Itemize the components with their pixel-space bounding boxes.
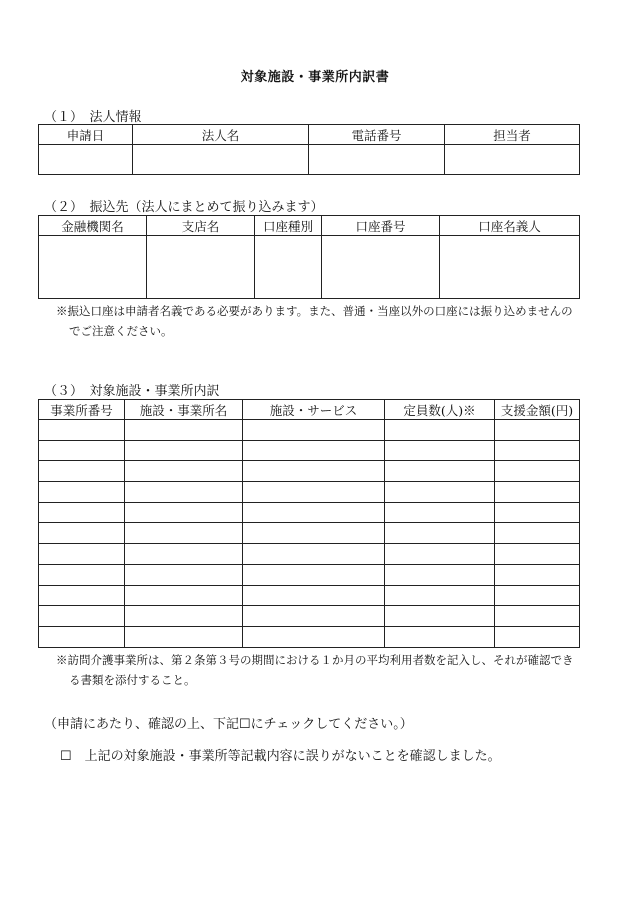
facility-note-line1: ※訪問介護事業所は、第２条第３号の期間における１か月の平均利用者数を記入し、それが確認でき <box>56 653 574 667</box>
cell-capacity[interactable] <box>385 564 495 585</box>
cell-support-amount[interactable] <box>495 626 580 647</box>
cell-facility-name[interactable] <box>125 544 243 565</box>
cell-facility-service[interactable] <box>243 626 385 647</box>
col-support-amount: 支援金額(円) <box>495 400 580 420</box>
table-row <box>39 523 580 544</box>
cell-support-amount[interactable] <box>495 523 580 544</box>
cell-facility-name[interactable] <box>125 626 243 647</box>
cell-office-number[interactable] <box>39 440 125 461</box>
document-title: 対象施設・事業所内訳書 <box>240 70 390 85</box>
col-facility-name: 施設・事業所名 <box>125 400 243 420</box>
cell-facility-name[interactable] <box>125 482 243 503</box>
cell-office-number[interactable] <box>39 523 125 544</box>
cell-branch-name[interactable] <box>147 236 255 299</box>
cell-support-amount[interactable] <box>495 420 580 441</box>
cell-support-amount[interactable] <box>495 502 580 523</box>
col-account-type: 口座種別 <box>255 216 322 236</box>
col-account-number: 口座番号 <box>322 216 440 236</box>
col-phone-number: 電話番号 <box>309 125 445 145</box>
cell-phone-number[interactable] <box>309 145 445 175</box>
section3-heading: （３） 対象施設・事業所内訳 <box>44 384 220 399</box>
cell-account-type[interactable] <box>255 236 322 299</box>
cell-facility-name[interactable] <box>125 440 243 461</box>
cell-capacity[interactable] <box>385 606 495 627</box>
table-row <box>39 420 580 441</box>
cell-office-number[interactable] <box>39 564 125 585</box>
cell-facility-service[interactable] <box>243 544 385 565</box>
check-instruction: （申請にあたり、確認の上、下記☐にチェックしてください。） <box>44 717 413 732</box>
col-account-holder: 口座名義人 <box>440 216 580 236</box>
cell-support-amount[interactable] <box>495 482 580 503</box>
col-office-number: 事業所番号 <box>39 400 125 420</box>
cell-bank-name[interactable] <box>39 236 147 299</box>
cell-office-number[interactable] <box>39 461 125 482</box>
cell-support-amount[interactable] <box>495 564 580 585</box>
cell-facility-service[interactable] <box>243 606 385 627</box>
table-row <box>39 544 580 565</box>
corporate-info-table <box>38 124 580 175</box>
cell-facility-name[interactable] <box>125 461 243 482</box>
cell-facility-name[interactable] <box>125 564 243 585</box>
cell-facility-name[interactable] <box>125 523 243 544</box>
table-row <box>39 440 580 461</box>
table-row <box>39 502 580 523</box>
table-header-row <box>39 125 580 145</box>
table-row <box>39 482 580 503</box>
col-bank-name: 金融機関名 <box>39 216 147 236</box>
col-person-in-charge: 担当者 <box>445 125 580 145</box>
cell-account-number[interactable] <box>322 236 440 299</box>
cell-facility-name[interactable] <box>125 585 243 606</box>
cell-capacity[interactable] <box>385 440 495 461</box>
cell-capacity[interactable] <box>385 523 495 544</box>
facility-breakdown-table <box>38 399 580 648</box>
cell-office-number[interactable] <box>39 626 125 647</box>
confirmation-checkbox[interactable]: ☐ 上記の対象施設・事業所等記載内容に誤りがないことを確認しました。 <box>60 749 501 764</box>
cell-capacity[interactable] <box>385 482 495 503</box>
cell-facility-service[interactable] <box>243 440 385 461</box>
table-row <box>39 585 580 606</box>
cell-facility-service[interactable] <box>243 523 385 544</box>
col-application-date: 申請日 <box>39 125 133 145</box>
cell-facility-service[interactable] <box>243 482 385 503</box>
cell-office-number[interactable] <box>39 606 125 627</box>
bank-note-line2: でご注意ください。 <box>69 324 173 338</box>
cell-support-amount[interactable] <box>495 461 580 482</box>
cell-account-holder[interactable] <box>440 236 580 299</box>
cell-facility-service[interactable] <box>243 420 385 441</box>
cell-capacity[interactable] <box>385 502 495 523</box>
table-row <box>39 626 580 647</box>
cell-office-number[interactable] <box>39 585 125 606</box>
cell-facility-service[interactable] <box>243 585 385 606</box>
cell-corporation-name[interactable] <box>133 145 309 175</box>
table-row <box>39 145 580 175</box>
cell-capacity[interactable] <box>385 544 495 565</box>
cell-capacity[interactable] <box>385 420 495 441</box>
bank-account-table <box>38 215 580 299</box>
table-row <box>39 606 580 627</box>
cell-office-number[interactable] <box>39 420 125 441</box>
col-facility-service: 施設・サービス <box>243 400 385 420</box>
cell-capacity[interactable] <box>385 461 495 482</box>
cell-office-number[interactable] <box>39 482 125 503</box>
cell-support-amount[interactable] <box>495 544 580 565</box>
cell-capacity[interactable] <box>385 585 495 606</box>
table-header-row <box>39 400 580 420</box>
facility-note-line2: る書類を添付すること。 <box>69 673 196 687</box>
cell-facility-name[interactable] <box>125 502 243 523</box>
col-corporation-name: 法人名 <box>133 125 309 145</box>
section2-heading: （２） 振込先（法人にまとめて振り込みます） <box>44 200 324 215</box>
bank-note-line1: ※振込口座は申請者名義である必要があります。また、普通・当座以外の口座には振り込めませんの <box>56 304 573 318</box>
cell-facility-service[interactable] <box>243 461 385 482</box>
table-row <box>39 236 580 299</box>
cell-capacity[interactable] <box>385 626 495 647</box>
table-row <box>39 461 580 482</box>
cell-office-number[interactable] <box>39 502 125 523</box>
cell-facility-name[interactable] <box>125 606 243 627</box>
section1-heading: （１） 法人情報 <box>44 110 142 125</box>
col-capacity: 定員数(人)※ <box>385 400 495 420</box>
table-row <box>39 564 580 585</box>
cell-support-amount[interactable] <box>495 440 580 461</box>
cell-support-amount[interactable] <box>495 606 580 627</box>
col-branch-name: 支店名 <box>147 216 255 236</box>
cell-facility-service[interactable] <box>243 502 385 523</box>
table-header-row <box>39 216 580 236</box>
cell-person-in-charge[interactable] <box>445 145 580 175</box>
cell-office-number[interactable] <box>39 544 125 565</box>
cell-facility-service[interactable] <box>243 564 385 585</box>
cell-application-date[interactable] <box>39 145 133 175</box>
cell-support-amount[interactable] <box>495 585 580 606</box>
cell-facility-name[interactable] <box>125 420 243 441</box>
